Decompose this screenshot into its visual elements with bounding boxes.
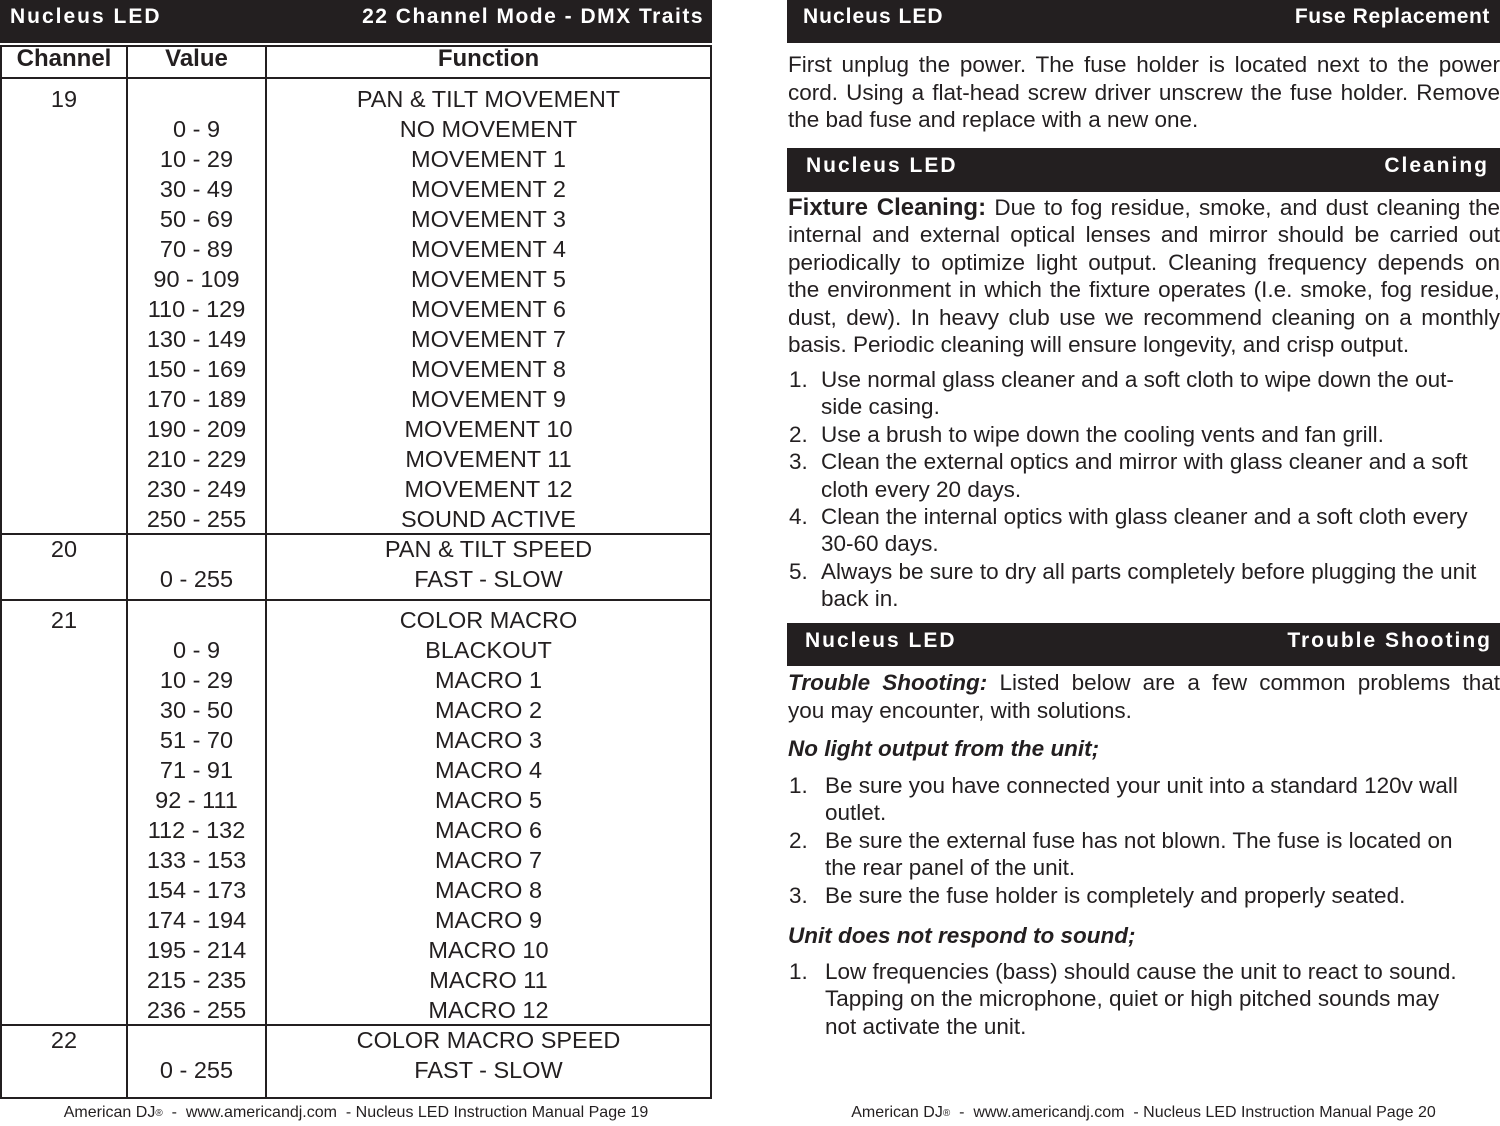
table-row — [0, 384, 712, 414]
value-cell: 30 - 49 — [159, 176, 234, 202]
table-row — [0, 564, 712, 594]
value-cell: 210 - 229 — [146, 446, 247, 472]
list-line: Clean the external optics and mirror with glass cleaner and a soft — [821, 449, 1468, 475]
list-line: Use a brush to wipe down the cooling vents and fan grill. — [821, 421, 1384, 447]
list-item — [788, 503, 1500, 558]
table-row — [0, 755, 712, 785]
problem-steps-list — [788, 772, 1500, 909]
header-product-name: Nucleus LED — [805, 629, 957, 652]
list-line: back in. — [821, 586, 899, 612]
function-cell: MOVEMENT 3 — [411, 206, 566, 232]
registered-mark-icon: ® — [942, 1108, 951, 1119]
header-product-name: Nucleus LED — [806, 154, 958, 177]
function-title-cell: COLOR MACRO SPEED — [356, 1027, 621, 1053]
paragraph-line: the bad fuse and replace with a new one. — [788, 107, 1199, 132]
function-cell: FAST - SLOW — [414, 566, 563, 592]
list-item — [788, 772, 1500, 827]
value-cell: 170 - 189 — [146, 386, 247, 412]
function-cell: MACRO 11 — [429, 967, 548, 993]
function-cell: MACRO 9 — [434, 907, 543, 933]
table-row — [0, 174, 712, 204]
table-row — [0, 114, 712, 144]
channel-block-22 — [0, 1025, 712, 1085]
function-cell: MACRO 3 — [434, 727, 543, 753]
cleaning-header-bar — [787, 148, 1500, 192]
function-cell: MACRO 4 — [434, 757, 543, 783]
list-line: Tapping on the microphone, quiet or high pitched sounds may — [825, 986, 1440, 1012]
list-item — [788, 558, 1500, 613]
paragraph-line: internal and external optical lenses and mirror should be carried out — [788, 222, 1500, 248]
table-row — [0, 635, 712, 665]
paragraph-line: the environment in which the fixture operates (I.e. smoke, fog residue, — [788, 277, 1500, 303]
table-row — [0, 605, 712, 635]
function-cell: MOVEMENT 6 — [411, 296, 566, 322]
footer-text: - www.americandj.com - Nucleus LED Instruction Manual Page 19 — [162, 1104, 649, 1121]
list-number: 2. — [789, 421, 808, 447]
list-number: 1. — [789, 959, 808, 984]
paragraph-line — [788, 194, 1500, 221]
list-line: Clean the internal optics with glass cleaner and a soft cloth every — [821, 504, 1468, 530]
function-cell: MACRO 6 — [434, 817, 543, 843]
list-item — [788, 827, 1500, 882]
table-row — [0, 504, 712, 534]
list-number: 3. — [789, 882, 808, 908]
value-cell: 10 - 29 — [159, 667, 234, 693]
table-row — [0, 354, 712, 384]
list-number: 5. — [789, 558, 808, 584]
value-cell: 92 - 111 — [155, 787, 238, 813]
page-footer-20 — [787, 1101, 1500, 1125]
table-row — [0, 935, 712, 965]
table-row — [0, 294, 712, 324]
list-number: 2. — [789, 827, 808, 853]
function-cell: MOVEMENT 2 — [411, 176, 566, 202]
header-section-title: Trouble Shooting — [1287, 629, 1492, 652]
function-title-cell: PAN & TILT SPEED — [384, 536, 593, 562]
list-line: Use normal glass cleaner and a soft cloth to wipe down the out- — [821, 367, 1454, 392]
table-row — [0, 725, 712, 755]
value-cell: 250 - 255 — [146, 506, 247, 532]
paragraph-line: you may encounter, with solutions. — [788, 697, 1132, 723]
header-row-divider — [0, 77, 710, 79]
table-row — [0, 905, 712, 935]
paragraph-line-text: Listed below are a few common problems that — [987, 670, 1500, 695]
value-cell: 0 - 9 — [172, 116, 221, 142]
row-divider — [0, 599, 710, 601]
function-cell: MACRO 1 — [434, 667, 543, 693]
paragraph-line — [788, 669, 1500, 697]
table-row — [0, 534, 712, 564]
list-line: Be sure the fuse holder is completely and properly seated. — [825, 882, 1406, 908]
value-cell: 154 - 173 — [146, 877, 247, 903]
value-cell: 70 - 89 — [159, 236, 234, 262]
list-item — [788, 421, 1500, 448]
cleaning-steps-list — [788, 366, 1500, 613]
footer-brand: American DJ — [63, 1104, 156, 1121]
table-row — [0, 695, 712, 725]
function-cell: MACRO 7 — [434, 847, 543, 873]
list-line: Always be sure to dry all parts completely before plugging the unit — [821, 558, 1477, 584]
value-cell: 0 - 255 — [159, 1057, 234, 1083]
table-row — [0, 875, 712, 905]
list-item — [788, 958, 1500, 1040]
value-cell: 10 - 29 — [159, 146, 234, 172]
paragraph-line: basis. Periodic cleaning will ensure longevity, and crisp output. — [788, 332, 1410, 358]
function-cell: NO MOVEMENT — [399, 116, 578, 142]
function-cell: MOVEMENT 8 — [411, 356, 566, 382]
table-row — [0, 995, 712, 1025]
function-cell: MACRO 5 — [434, 787, 543, 813]
function-cell: MACRO 10 — [428, 937, 549, 963]
trouble-shooting-paragraph — [788, 669, 1500, 724]
list-line: Be sure the external fuse has not blown. The fuse is located on — [825, 827, 1453, 853]
header-section-title: Fuse Replacement — [1294, 5, 1490, 28]
table-row — [0, 144, 712, 174]
table-header-row — [0, 44, 712, 74]
list-line: not activate the unit. — [825, 1013, 1027, 1039]
list-item — [788, 448, 1500, 503]
cleaning-paragraph — [788, 194, 1500, 358]
value-cell: 50 - 69 — [159, 206, 234, 232]
function-cell: MACRO 2 — [434, 697, 543, 723]
value-cell: 30 - 50 — [159, 697, 234, 723]
function-cell: MACRO 8 — [434, 877, 543, 903]
value-cell: 51 - 70 — [159, 727, 234, 753]
list-line: outlet. — [825, 800, 887, 826]
value-cell: 133 - 153 — [146, 847, 247, 873]
paragraph-line: First unplug the power. The fuse holder is located next to the power — [788, 52, 1500, 77]
value-cell: 174 - 194 — [146, 907, 247, 933]
table-row — [0, 1055, 712, 1085]
value-cell: 236 - 255 — [146, 997, 247, 1023]
table-row — [0, 965, 712, 995]
value-cell: 112 - 132 — [147, 817, 246, 843]
function-cell: MOVEMENT 1 — [411, 146, 566, 172]
function-cell: MOVEMENT 4 — [411, 236, 566, 262]
fuse-paragraph — [788, 51, 1500, 134]
function-cell: MOVEMENT 7 — [411, 326, 566, 352]
list-item — [788, 882, 1500, 909]
channel-block-21 — [0, 605, 712, 1025]
function-cell: MOVEMENT 9 — [411, 386, 566, 412]
list-line: Be sure you have connected your unit into a standard 120v wall — [825, 773, 1458, 798]
table-row — [0, 845, 712, 875]
table-row — [0, 444, 712, 474]
list-line: 30-60 days. — [821, 531, 939, 557]
function-cell: MOVEMENT 12 — [404, 476, 573, 502]
function-cell: BLACKOUT — [425, 637, 552, 663]
paragraph-line: periodically to optimize light output. Cleaning frequency depends on — [788, 249, 1500, 275]
list-number: 1. — [789, 367, 808, 392]
table-row — [0, 414, 712, 444]
header-section-title: Cleaning — [1384, 154, 1489, 177]
value-cell: 130 - 149 — [146, 326, 247, 352]
value-cell: 71 - 91 — [159, 757, 234, 783]
list-line: side casing. — [821, 394, 940, 420]
function-cell: MOVEMENT 10 — [404, 416, 573, 442]
list-line: the rear panel of the unit. — [825, 855, 1076, 881]
function-cell: SOUND ACTIVE — [401, 506, 576, 532]
value-cell: 215 - 235 — [146, 967, 247, 993]
trouble-shooting-header-bar — [787, 623, 1500, 666]
value-cell: 90 - 109 — [153, 266, 240, 292]
function-title-cell: COLOR MACRO — [399, 607, 578, 633]
function-cell: FAST - SLOW — [414, 1057, 563, 1083]
table-row — [0, 264, 712, 294]
function-cell: MOVEMENT 11 — [405, 446, 572, 472]
value-cell: 150 - 169 — [146, 356, 247, 382]
function-cell: MOVEMENT 5 — [411, 266, 566, 292]
list-line: Low frequencies (bass) should cause the unit to react to sound. — [825, 959, 1457, 984]
list-item — [788, 366, 1500, 421]
footer-text: - www.americandj.com - Nucleus LED Instruction Manual Page 20 — [950, 1104, 1436, 1121]
function-title-cell: PAN & TILT MOVEMENT — [356, 86, 621, 112]
table-row — [0, 84, 712, 114]
table-row — [0, 1025, 712, 1055]
table-row — [0, 204, 712, 234]
channel-cell: 19 — [50, 86, 78, 112]
channel-cell: 20 — [50, 536, 78, 562]
list-line: cloth every 20 days. — [821, 476, 1022, 502]
column-header-value: Value — [165, 45, 228, 72]
value-cell: 190 - 209 — [146, 416, 247, 442]
channel-cell: 22 — [50, 1027, 78, 1053]
header-product-name: Nucleus LED — [803, 5, 944, 28]
list-number: 1. — [789, 773, 808, 798]
header-section-title: 22 Channel Mode - DMX Traits — [362, 5, 704, 28]
column-header-function: Function — [437, 45, 540, 72]
trouble-shooting-label: Trouble Shooting: — [788, 670, 988, 695]
header-product-name: Nucleus LED — [10, 5, 162, 28]
value-cell: 110 - 129 — [147, 296, 246, 322]
problem-heading: No light output from the unit; — [788, 736, 1100, 761]
channel-cell: 21 — [50, 607, 78, 633]
table-row — [0, 324, 712, 354]
table-row — [0, 234, 712, 264]
value-cell: 195 - 214 — [146, 937, 247, 963]
channel-block-19 — [0, 84, 712, 534]
page-footer-19 — [0, 1101, 712, 1125]
table-row — [0, 785, 712, 815]
dmx-traits-header-bar — [0, 0, 712, 43]
paragraph-line: cord. Using a flat-head screw driver unscrew the fuse holder. Remove — [788, 79, 1500, 105]
footer-brand: American DJ — [851, 1104, 943, 1121]
problem-steps-list — [788, 958, 1500, 1040]
problem-heading: Unit does not respond to sound; — [788, 923, 1136, 948]
table-row — [0, 815, 712, 845]
function-cell: MACRO 12 — [428, 997, 549, 1023]
value-cell: 0 - 255 — [159, 566, 234, 592]
registered-mark-icon: ® — [155, 1108, 163, 1119]
fixture-cleaning-label: Fixture Cleaning: — [788, 194, 987, 221]
value-cell: 230 - 249 — [146, 476, 247, 502]
paragraph-line: dust, dew). In heavy club use we recommend cleaning on a monthly — [788, 304, 1500, 330]
list-number: 4. — [789, 504, 808, 530]
list-number: 3. — [789, 449, 808, 475]
fuse-replacement-header-bar — [787, 0, 1500, 43]
table-row — [0, 474, 712, 504]
table-row — [0, 665, 712, 695]
column-header-channel: Channel — [16, 45, 112, 72]
value-cell: 0 - 9 — [172, 637, 221, 663]
channel-block-20 — [0, 534, 712, 594]
paragraph-line-text: Due to fog residue, smoke, and dust cleaning the — [986, 195, 1500, 220]
